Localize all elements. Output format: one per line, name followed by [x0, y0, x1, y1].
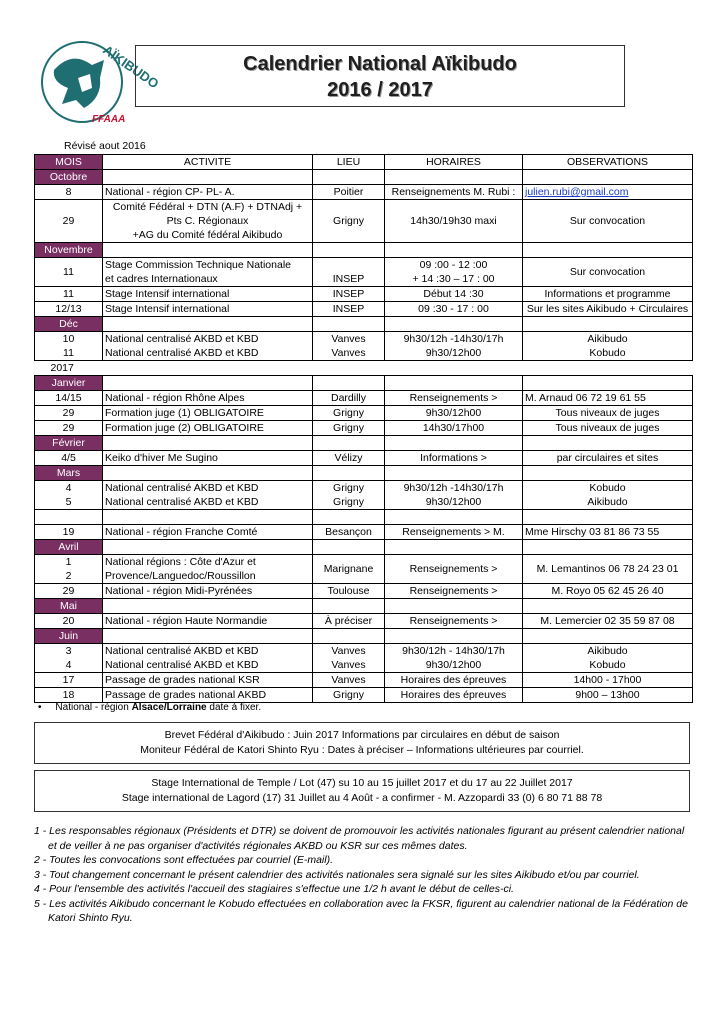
- activity-cell: National - région Midi-Pyrénées: [103, 584, 313, 599]
- schedule-cell: Renseignements > M.: [385, 525, 523, 540]
- box1-line1: Brevet Fédéral d'Aikibudo : Juin 2017 Informations par circulaires en début de saison: [164, 729, 560, 741]
- table-row: [35, 421, 693, 436]
- date-cell: 19: [35, 525, 103, 540]
- empty-cell: [385, 243, 523, 258]
- observation-cell: Mme Hirschy 03 81 86 73 55: [523, 525, 693, 540]
- empty-cell: [103, 466, 313, 481]
- bullet-text-post: date à fixer.: [206, 702, 262, 713]
- empty-cell: [385, 599, 523, 614]
- table-row: [35, 614, 693, 629]
- schedule-cell: Renseignements >: [385, 555, 523, 584]
- empty-cell: [385, 629, 523, 644]
- month-row: [35, 436, 693, 451]
- activity-cell: Comité Fédéral + DTN (A.F) + DTNAdj + Pts C. Régionaux +AG du Comité fédéral Aikibudo: [103, 200, 313, 243]
- note-5: 5 - Les activités Aikibudo concernant le Kobudo effectuées en collaboration avec la FKSR, figurent au calendrier national de la Fédération de Katori Shinto Ryu.: [34, 897, 688, 924]
- title-box: [135, 45, 625, 107]
- table-row: [35, 555, 693, 584]
- email-link[interactable]: julien.rubi@gmail.com: [523, 185, 693, 200]
- schedule-cell: 14h30/17h00: [385, 421, 523, 436]
- ffaaa-logo: [32, 30, 162, 130]
- table-row: [35, 258, 693, 287]
- table-row: [35, 332, 693, 361]
- date-cell: 14/15: [35, 391, 103, 406]
- activity-cell: National centralisé AKBD et KBD National centralisé AKBD et KBD: [103, 644, 313, 673]
- date-cell: 8: [35, 185, 103, 200]
- date-cell: 4 5: [35, 481, 103, 510]
- observation-cell: 14h00 - 17h00: [523, 673, 693, 688]
- note-3: 3 - Tout changement concernant le présent calendrier des activités nationales sera signalé sur les sites Aikibudo et/ou par courriel.: [34, 868, 640, 881]
- table-row: [35, 302, 693, 317]
- empty-cell: [385, 436, 523, 451]
- date-cell: 11: [35, 258, 103, 287]
- header-activite: ACTIVITE: [103, 155, 313, 170]
- date-cell: 10 11: [35, 332, 103, 361]
- table-row: [35, 481, 693, 510]
- date-cell: 18: [35, 688, 103, 703]
- table-row: [35, 644, 693, 673]
- location-cell: Vanves Vanves: [313, 644, 385, 673]
- schedule-cell: Renseignements >: [385, 391, 523, 406]
- empty-cell: [523, 466, 693, 481]
- observation-cell: par circulaires et sites: [523, 451, 693, 466]
- empty-cell: [523, 510, 693, 525]
- empty-cell: [313, 629, 385, 644]
- notes-list: [34, 824, 694, 926]
- activity-cell: National centralisé AKBD et KBD National centralisé AKBD et KBD: [103, 481, 313, 510]
- empty-cell: [523, 436, 693, 451]
- empty-cell: [313, 599, 385, 614]
- empty-cell: [385, 317, 523, 332]
- location-cell: Grigny: [313, 200, 385, 243]
- empty-cell: [103, 599, 313, 614]
- activity-cell: National - région CP- PL- A.: [103, 185, 313, 200]
- activity-cell: National - région Franche Comté: [103, 525, 313, 540]
- header-observations: OBSERVATIONS: [523, 155, 693, 170]
- empty-cell: [523, 170, 693, 185]
- date-cell: 11: [35, 287, 103, 302]
- empty-cell: [385, 540, 523, 555]
- empty-cell: [385, 510, 523, 525]
- table-row: [35, 584, 693, 599]
- spacer-row: [35, 510, 693, 525]
- empty-cell: [523, 629, 693, 644]
- empty-cell: [313, 510, 385, 525]
- date-cell: 29: [35, 421, 103, 436]
- activity-cell: Passage de grades national AKBD: [103, 688, 313, 703]
- table-row: [35, 200, 693, 243]
- empty-cell: [313, 170, 385, 185]
- date-cell: 17: [35, 673, 103, 688]
- month-label: Novembre: [35, 243, 103, 258]
- empty-cell: [103, 510, 313, 525]
- box1-line2: Moniteur Fédéral de Katori Shinto Ryu : Dates à préciser – Informations ultérieures par courriel.: [140, 744, 584, 756]
- note-1: 1 - Les responsables régionaux (Présidents et DTR) se doivent de promouvoir les activités nationales figurant au présent calendrier national et de veiller à ne pas organiser d'activités régionales AKBD ou KSR sur ces mêmes dates.: [34, 825, 685, 852]
- box2-line2: Stage international de Lagord (17) 31 Juillet au 4 Août - a confirmer - M. Azzopardi 33 (0) 6 80 71 88 78: [121, 792, 603, 804]
- empty-cell: [523, 599, 693, 614]
- stages-box: [34, 770, 690, 812]
- empty-cell: [103, 436, 313, 451]
- month-label: Octobre: [35, 170, 103, 185]
- month-label: Juin: [35, 629, 103, 644]
- note-4: 4 - Pour l'ensemble des activités l'accueil des stagiaires s'effectue une 1/2 h avant le début de celles-ci.: [34, 883, 514, 895]
- activity-cell: National - région Rhône Alpes: [103, 391, 313, 406]
- date-cell: 12/13: [35, 302, 103, 317]
- location-cell: Dardilly: [313, 391, 385, 406]
- table-row: [35, 391, 693, 406]
- month-row: [35, 599, 693, 614]
- empty-cell: [313, 243, 385, 258]
- table-row: [35, 451, 693, 466]
- month-row: [35, 466, 693, 481]
- empty-cell: [523, 243, 693, 258]
- empty-cell: [313, 317, 385, 332]
- month-row: [35, 629, 693, 644]
- date-cell: 1 2: [35, 555, 103, 584]
- location-cell: INSEP: [313, 287, 385, 302]
- date-cell: 3 4: [35, 644, 103, 673]
- empty-cell: [385, 376, 523, 391]
- location-cell: Marignane: [313, 555, 385, 584]
- date-cell: 20: [35, 614, 103, 629]
- month-label: Janvier: [35, 376, 103, 391]
- month-label: Février: [35, 436, 103, 451]
- date-cell: 29: [35, 584, 103, 599]
- year-row: [35, 361, 693, 376]
- activity-cell: Stage Intensif international: [103, 302, 313, 317]
- activity-cell: Passage de grades national KSR: [103, 673, 313, 688]
- empty-cell: [103, 317, 313, 332]
- month-row: [35, 540, 693, 555]
- empty-cell: [523, 540, 693, 555]
- revision-note: Révisé aout 2016: [64, 140, 146, 152]
- location-cell: Vanves: [313, 673, 385, 688]
- month-label: Avril: [35, 540, 103, 555]
- empty-cell: [385, 170, 523, 185]
- calendar-table: [34, 154, 693, 703]
- observation-cell: Aikibudo Kobudo: [523, 332, 693, 361]
- schedule-cell: 9h30/12h -14h30/17h 9h30/12h00: [385, 332, 523, 361]
- observation-cell: Sur convocation: [523, 258, 693, 287]
- table-header-row: [35, 155, 693, 170]
- date-cell: 29: [35, 406, 103, 421]
- date-cell: 29: [35, 200, 103, 243]
- schedule-cell: Horaires des épreuves: [385, 673, 523, 688]
- year-label: 2017: [35, 361, 693, 376]
- location-cell: INSEP: [313, 302, 385, 317]
- alsace-note: [38, 702, 261, 713]
- empty-cell: [103, 243, 313, 258]
- box2-line1: Stage International de Temple / Lot (47) su 10 au 15 juillet 2017 et du 17 au 22 Juillet 2017: [151, 777, 573, 789]
- location-cell: Grigny Grigny: [313, 481, 385, 510]
- table-row: [35, 688, 693, 703]
- empty-cell: [103, 170, 313, 185]
- bullet-symbol: •: [38, 702, 42, 713]
- empty-cell: [313, 466, 385, 481]
- schedule-cell: 9h30/12h -14h30/17h 9h30/12h00: [385, 481, 523, 510]
- empty-cell: [103, 540, 313, 555]
- location-cell: Grigny: [313, 421, 385, 436]
- page-subtitle: 2016 / 2017: [327, 79, 433, 101]
- location-cell: Toulouse: [313, 584, 385, 599]
- month-row: [35, 317, 693, 332]
- schedule-cell: 09 :00 - 12 :00 + 14 :30 – 17 : 00: [385, 258, 523, 287]
- month-label: Mai: [35, 599, 103, 614]
- schedule-cell: 9h30/12h - 14h30/17h 9h30/12h00: [385, 644, 523, 673]
- header-horaires: HORAIRES: [385, 155, 523, 170]
- note-2: 2 - Toutes les convocations sont effectuées par courriel (E-mail).: [34, 854, 333, 866]
- header-mois: MOIS: [35, 155, 103, 170]
- header-lieu: LIEU: [313, 155, 385, 170]
- empty-cell: [103, 629, 313, 644]
- table-row: [35, 185, 693, 200]
- location-cell: Vanves Vanves: [313, 332, 385, 361]
- table-row: [35, 525, 693, 540]
- empty-cell: [313, 540, 385, 555]
- location-cell: INSEP: [313, 258, 385, 287]
- schedule-cell: Renseignements >: [385, 614, 523, 629]
- schedule-cell: Informations >: [385, 451, 523, 466]
- page-title: Calendrier National Aïkibudo: [243, 53, 517, 75]
- activity-cell: Formation juge (2) OBLIGATOIRE: [103, 421, 313, 436]
- location-cell: Poitier: [313, 185, 385, 200]
- date-cell: 4/5: [35, 451, 103, 466]
- activity-cell: National centralisé AKBD et KBD National centralisé AKBD et KBD: [103, 332, 313, 361]
- table-row: [35, 406, 693, 421]
- observation-cell: Kobudo Aikibudo: [523, 481, 693, 510]
- observation-cell: Sur convocation: [523, 200, 693, 243]
- month-label: Déc: [35, 317, 103, 332]
- logo-bottom-text: FFAAA: [92, 114, 126, 125]
- observation-cell: M. Royo 05 62 45 26 40: [523, 584, 693, 599]
- month-row: [35, 243, 693, 258]
- observation-cell: Aikibudo Kobudo: [523, 644, 693, 673]
- observation-cell: Tous niveaux de juges: [523, 421, 693, 436]
- schedule-cell: Renseignements M. Rubi :: [385, 185, 523, 200]
- empty-cell: [385, 466, 523, 481]
- activity-cell: Formation juge (1) OBLIGATOIRE: [103, 406, 313, 421]
- location-cell: Grigny: [313, 688, 385, 703]
- logo-top-text: AÏKIBUDO: [100, 42, 162, 92]
- observation-cell: M. Lemantinos 06 78 24 23 01: [523, 555, 693, 584]
- schedule-cell: Renseignements >: [385, 584, 523, 599]
- schedule-cell: 09 :30 - 17 : 00: [385, 302, 523, 317]
- location-cell: Grigny: [313, 406, 385, 421]
- schedule-cell: 9h30/12h00: [385, 406, 523, 421]
- observation-cell: M. Lemercier 02 35 59 87 08: [523, 614, 693, 629]
- activity-cell: National - région Haute Normandie: [103, 614, 313, 629]
- location-cell: Vélizy: [313, 451, 385, 466]
- empty-cell: [523, 317, 693, 332]
- location-cell: À préciser: [313, 614, 385, 629]
- empty-cell: [313, 436, 385, 451]
- activity-cell: National régions : Côte d'Azur et Provence/Languedoc/Roussillon: [103, 555, 313, 584]
- empty-cell: [523, 376, 693, 391]
- brevet-box: [34, 722, 690, 764]
- schedule-cell: 14h30/19h30 maxi: [385, 200, 523, 243]
- month-row: [35, 170, 693, 185]
- month-row: [35, 376, 693, 391]
- observation-cell: Informations et programme: [523, 287, 693, 302]
- observation-cell: 9h00 – 13h00: [523, 688, 693, 703]
- table-row: [35, 673, 693, 688]
- activity-cell: Keiko d'hiver Me Sugino: [103, 451, 313, 466]
- observation-cell: Tous niveaux de juges: [523, 406, 693, 421]
- schedule-cell: Début 14 :30: [385, 287, 523, 302]
- empty-cell: [103, 376, 313, 391]
- bullet-text-pre: National - région: [55, 702, 132, 713]
- empty-cell: [35, 510, 103, 525]
- month-label: Mars: [35, 466, 103, 481]
- schedule-cell: Horaires des épreuves: [385, 688, 523, 703]
- table-row: [35, 287, 693, 302]
- empty-cell: [313, 376, 385, 391]
- activity-cell: Stage Commission Technique Nationale et cadres Internationaux: [103, 258, 313, 287]
- activity-cell: Stage Intensif international: [103, 287, 313, 302]
- observation-cell: Sur les sites Aikibudo + Circulaires: [523, 302, 693, 317]
- bullet-text-bold: Alsace/Lorraine: [131, 702, 207, 713]
- observation-cell: M. Arnaud 06 72 19 61 55: [523, 391, 693, 406]
- location-cell: Besançon: [313, 525, 385, 540]
